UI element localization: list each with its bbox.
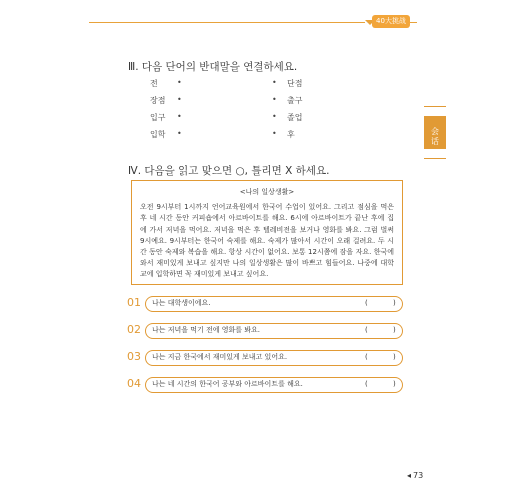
question-text: 나는 지금 한국에서 재미있게 보내고 있어요. — [152, 353, 288, 361]
match-dot-right[interactable]: • — [272, 78, 277, 87]
question-text: 나는 저녁을 먹기 전에 영화를 봐요. — [152, 326, 261, 334]
match-dot-left[interactable]: • — [177, 78, 182, 87]
answer-paren-open: ( — [365, 326, 368, 334]
side-tab-bottom-rule — [424, 158, 446, 159]
side-tab — [424, 116, 446, 149]
story-body: 오전 9시부터 1시까지 언어교육원에서 한국어 수업이 있어요. 그리고 점심을 먹은 후 네 시간 동안 커피숍에서 아르바이트를 해요. 6시에 아르바이트가 끝난 후에 집에 가서 저녁을 먹어요. 저녁을 먹은 후 텔레비전을 보거나 영화를 봐요. 그럼 벌써 9시예요. 9시부터는 한국어 숙제를 해요. 숙제가 많아서 시간이 오래 걸려요. 두 시간 동안 숙제와 복습을 해요. 항상 시간이 없어요. 보통 12시쯤에 잠을 자요. 한국에 와서 재미있게 보내고 싶지만 나의 일상생활은 많이 바쁘고 힘들어요. 나중에 대학교에 입학하면 꼭 재미있게 보내고 싶어요. — [140, 203, 394, 279]
section3-title: Ⅲ. 다음 단어의 반대말을 연결하세요. — [128, 61, 298, 73]
story-title: <나의 일상생활> — [239, 188, 295, 196]
answer-paren-close: ) — [393, 353, 396, 361]
right-word: 졸업 — [287, 113, 303, 122]
story-box — [131, 180, 403, 285]
question-text: 나는 네 시간의 한국어 공부와 아르바이트를 해요. — [152, 380, 303, 388]
question-number: 02 — [127, 323, 141, 336]
left-word: 전 — [150, 79, 158, 88]
page-number: 73 — [413, 471, 424, 480]
question-number: 03 — [127, 350, 141, 363]
answer-paren-close: ) — [393, 380, 396, 388]
question-box[interactable] — [145, 350, 403, 366]
header-badge: 40大挑战 — [372, 15, 410, 28]
left-word: 입학 — [150, 130, 166, 139]
match-dot-left[interactable]: • — [177, 112, 182, 121]
page-arrow-icon: ◂ — [407, 471, 412, 480]
right-word: 후 — [287, 130, 295, 139]
header-rule-tail — [410, 22, 417, 23]
question-number: 01 — [127, 296, 141, 309]
match-dot-right[interactable]: • — [272, 112, 277, 121]
answer-paren-close: ) — [393, 326, 396, 334]
header-rule — [89, 22, 365, 23]
side-tab-label: 会 话 — [431, 127, 439, 146]
match-dot-right[interactable]: • — [272, 129, 277, 138]
answer-paren-close: ) — [393, 299, 396, 307]
question-number: 04 — [127, 377, 141, 390]
match-dot-right[interactable]: • — [272, 95, 277, 104]
question-box[interactable] — [145, 377, 403, 393]
right-word: 단점 — [287, 79, 303, 88]
question-text: 나는 대학생이에요. — [152, 299, 211, 307]
left-word: 입구 — [150, 113, 166, 122]
question-box[interactable] — [145, 296, 403, 312]
side-tab-top-rule — [424, 106, 446, 107]
match-dot-left[interactable]: • — [177, 95, 182, 104]
answer-paren-open: ( — [365, 299, 368, 307]
right-word: 출구 — [287, 96, 303, 105]
match-dot-left[interactable]: • — [177, 129, 182, 138]
left-word: 장점 — [150, 96, 166, 105]
section4-title: Ⅳ. 다음을 읽고 맞으면 ○, 틀리면 X 하세요. — [128, 165, 330, 177]
answer-paren-open: ( — [365, 380, 368, 388]
answer-paren-open: ( — [365, 353, 368, 361]
question-box[interactable] — [145, 323, 403, 339]
